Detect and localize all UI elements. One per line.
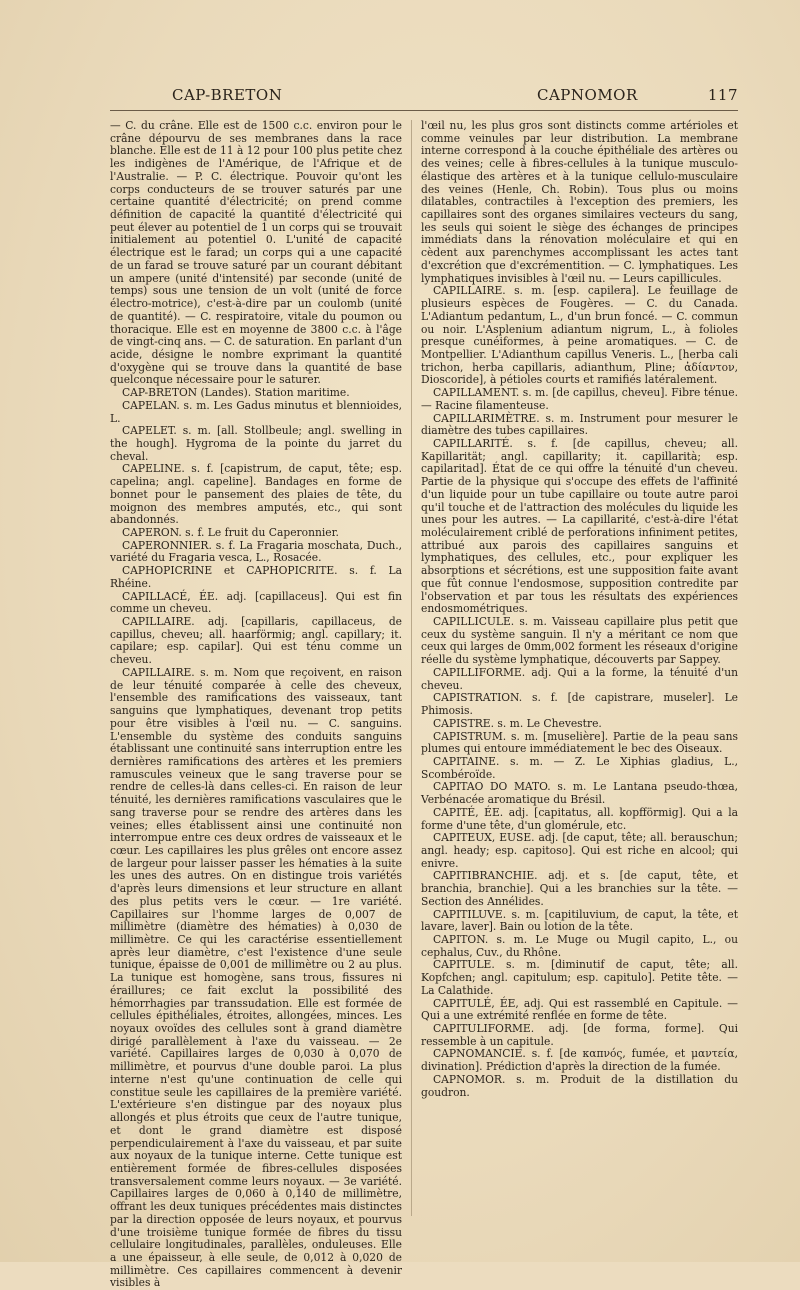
running-header: [110, 86, 738, 106]
entry-paragraph: CAPILLAIRE. adj. [capillaris, capillaceus, de capillus, cheveu; all. haarförmig; angl. capillary; it. capilare; esp. capilar]. Qui est ténu comme un cheveu.: [110, 615, 402, 667]
header-right-term: CAPNOMOR: [537, 86, 638, 104]
entry-paragraph: CAPILLICULE. s. m. Vaisseau capillaire plus petit que ceux du système sanguin. Il n'y a méritant ce nom que ceux qui larges de 0mm,002 forment les réseaux d'origine réelle du système lymphatique, découverts par Sappey.: [421, 615, 738, 667]
entry-paragraph: — C. du crâne. Elle est de 1500 c.c. environ pour le crâne dépourvu de ses membranes dans la race blanche. Elle est de 11 à 12 pour 100 plus petite chez les indigènes de l'Amérique, de l'Afrique et de l'Australie. — P. C. électrique. Pouvoir qu'ont les corps conducteurs de se trouver saturés par une certaine quantité d'électricité; on prend comme définition de capacité la quantité d'électricité qui peut élever au potentiel de 1 un corps qui se trouvait initialement au potentiel 0. L'unité de capacité électrique est le farad; un corps qui a une capacité de un farad se trouve saturé par un courant débitant un ampere (unité d'intensité) par seconde (unité de temps) sous une tension de un volt (unité de force électro-motrice), c'est-à-dire par un coulomb (unité de quantité). — C. respiratoire, vitale du poumon ou thoracique. Elle est en moyenne de 3800 c.c. à l'âge de vingt-cinq ans. — C. de saturation. En parlant d'un acide, désigne le nombre exprimant la quantité d'oxygène qui se trouve dans la quantité de base quelconque nécessaire pour le saturer.: [110, 119, 402, 387]
entry-paragraph: CAPHOPICRINE et CAPHOPICRITE. s. f. La Rhéine.: [110, 564, 402, 590]
column-divider: [411, 120, 412, 1216]
entry-paragraph: CAPILLACÉ, ÉE. adj. [capillaceus]. Qui est fin comme un cheveu.: [110, 589, 402, 616]
entry-paragraph: CAPILLIFORME. adj. Qui a la forme, la ténuité d'un cheveu.: [421, 665, 738, 692]
entry-paragraph: CAPITEUX, EUSE. adj. [de caput, tête; all. berauschun; angl. heady; esp. capitoso]. Qui est riche en alcool; qui enivre.: [421, 831, 738, 870]
entry-paragraph: CAPILLARIMÈTRE. s. m. Instrument pour mesurer le diamètre des tubes capillaires.: [421, 411, 738, 438]
entry-paragraph: CAPILLAIRE. s. m. [esp. capilera]. Le feuillage de plusieurs espèces de Fougères. — C. du Canada. L'Adiantum pedantum, L., d'un brun foncé. — C. commun ou noir. L'Asplenium adiantum nigrum, L., à folioles presque cunéiformes, à peine aromatiques. — C. de Montpellier. L'Adianthum capillus Veneris. L., [herba cali trichon, herba capillaris, adianthum, Pline; ἀδίαντον, Dioscoride], à pétioles courts et ramifiés latéralement.: [421, 284, 738, 387]
entry-paragraph: CAP-BRETON (Landes). Station maritime.: [122, 386, 350, 400]
entry-paragraph: CAPELAN. s. m. Les Gadus minutus et blennioides, L.: [110, 398, 402, 425]
entry-paragraph: CAPITULIFORME. adj. [de forma, forme]. Qui ressemble à un capitule.: [421, 1022, 738, 1048]
entry-paragraph: CAPILLAMENT. s. m. [de capillus, cheveu]. Fibre ténue. — Racine filamenteuse.: [421, 386, 738, 412]
entry-paragraph: CAPITAO DO MATO. s. m. Le Lantana pseudo-thœa, Verbénacée aromatique du Brésil.: [421, 780, 738, 807]
entry-paragraph: l'œil nu, les plus gros sont distincts comme artérioles et comme veinules par leur distribution. La membrane interne correspond à la couche épithéliale des artères ou des veines; celle à fibres-cellules à la tunique musculo-élastique des artères et à la tunique cellulo-musculaire des veines (Henle, Ch. Robin). Tous plus ou moins dilatables, contractiles à l'exception des premiers, les capillaires sont des organes similaires vecteurs du sang, les seuls qui soient le siège des échanges de principes immédiats dans la rénovation moléculaire et qui en cèdent aux parenchymes accomplissant les actes tant d'excrétion que d'excrémentition. — C. lymphatiques. Les lymphatiques invisibles à l'œil nu. — Leurs capillicules.: [421, 119, 738, 285]
entry-paragraph: CAPITULE. s. m. [diminutif de caput, tête; all. Kopfchen; angl. capitulum; esp. capitulo]. Petite tête. — La Calathide.: [421, 958, 738, 997]
right-column: [421, 120, 738, 1216]
header-rule: [110, 110, 738, 111]
entry-paragraph: CAPITULÉ, ÉE, adj. Qui est rassemblé en Capitule. — Qui a une extrémité renflée en forme de tête.: [421, 996, 738, 1023]
entry-paragraph: CAPITIBRANCHIE. adj. et s. [de caput, tête, et branchia, branchie]. Qui a les branchies sur la tête. — Section des Annélides.: [421, 869, 738, 908]
entry-paragraph: CAPILLARITÉ. s. f. [de capillus, cheveu; all. Kapillarität; angl. capillarity; it. capillarità; esp. capilaritad]. État de ce qui offre la ténuité d'un cheveu. Partie de la physique qui s'occupe des effets de l'affinité d'un liquide pour un tube capillaire ou toute autre paroi qu'il touche et de l'attraction des molécules du liquide les unes pour les autres. — La capillarité, c'est-à-dire l'état moléculairement criblé de perforations infiniment petites, attribué aux parois des capillaires sanguins et lymphatiques, des cellules, etc., pour expliquer les absorptions et sécrétions, est une supposition faite avant que fût connue l'endosmose, supposition contredite par l'observation et par tous les résultats des expériences endosmométriques.: [421, 436, 738, 616]
entry-paragraph: CAPITÉ, ÉE. adj. [capitatus, all. kopfförmig]. Qui a la forme d'une tête, d'un glomérule, etc.: [421, 805, 738, 832]
header-left-term: CAP-BRETON: [172, 86, 283, 104]
entry-paragraph: CAPERONNIER. s. f. La Fragaria moschata, Duch., variété du Fragaria vesca, L., Rosacée.: [110, 538, 402, 565]
entry-paragraph: CAPISTRE. s. m. Le Chevestre.: [433, 716, 602, 730]
entry-paragraph: CAPNOMANCIE. s. f. [de καπνός, fumée, et μαντεία, divination]. Prédiction d'après la direction de la fumée.: [421, 1047, 738, 1074]
entry-paragraph: CAPNOMOR. s. m. Produit de la distillation du goudron.: [421, 1072, 738, 1099]
entry-paragraph: CAPERON. s. f. Le fruit du Caperonnier.: [122, 526, 339, 539]
entry-paragraph: CAPITON. s. m. Le Muge ou Mugil capito, L., ou cephalus, Cuv., du Rhône.: [421, 933, 738, 959]
entry-paragraph: CAPILLAIRE. s. m. Nom que reçoivent, en raison de leur ténuité comparée à celle des cheveux, l'ensemble des ramifications des vaisseaux, tant sanguins que lymphatiques, devenant trop petits pour être visibles à l'œil nu. — C. sanguins. L'ensemble du système des conduits sanguins établissant une continuité sans interruption entre les dernières ramifications des artères et les premiers ramuscules veineux que le sang traverse pour se rendre de celles-là dans celles-ci. En raison de leur ténuité, les dernières ramifications vasculaires que le sang traverse pour se rendre des artères dans les veines; elles établissent ainsi une continuité non interrompue entre ces deux ordres de vaisseaux et le cœur. Les capillaires les plus grêles ont encore assez de largeur pour laisser passer les hématies à la suite les unes des autres. On en distingue trois variétés d'après leurs dimensions et leur structure en allant des plus petits vers le cœur. — 1re variété. Capillaires sur l'homme larges de 0,007 de millimètre (diamètre des hématies) à 0,030 de millimètre. Ce qui les caractérise essentiellement après leur diamètre, c'est l'existence d'une seule tunique, épaisse de 0,001 de millimètre ou 2 au plus. La tunique est homogène, sans trous, fissures ni éraillures; ce fait exclut la possibilité des hémorrhagies par transsudation. Elle est formée de cellules épithéliales, étroites, allongées, minces. Les noyaux ovoïdes des cellules sont à grand diamètre dirigé parallèlement à l'axe du vaisseau. — 2e variété. Capillaires larges de 0,030 à 0,070 de millimètre, et pourvus d'une double paroi. La plus interne n'est qu'une continuation de celle qui constitue seule les capillaires de la première variété. L'extérieure s'en distingue par des noyaux plus allongés et plus étroits que ceux de l'autre tunique, et dont le grand diamètre est disposé perpendiculairement à l'axe du vaisseau, et par suite aux noyaux de la tunique interne. Cette tunique est entièrement formée de fibres-cellules disposées transversalement comme leurs noyaux. — 3e variété. Capillaires larges de 0,060 à 0,140 de millimètre, offrant les deux tuniques précédentes mais distinctes par la direction opposée de leurs noyaux, et pourvus d'une troisième tunique formée de fibres du tissu cellulaire longitudinales, parallèles, onduleuses. Elle a une épaisseur, à elle seule, de 0,012 à 0,020 de millimètre. Ces capillaires commencent à devenir visibles à: [110, 665, 402, 1290]
entry-paragraph: CAPISTRATION. s. f. [de capistrare, museler]. Le Phimosis.: [421, 691, 738, 718]
entry-paragraph: CAPELET. s. m. [all. Stollbeule; angl. swelling in the hough]. Hygroma de la pointe du jarret du cheval.: [110, 424, 402, 463]
entry-paragraph: CAPELINE. s. f. [capistrum, de caput, tête; esp. capelina; angl. capeline]. Bandages en forme de bonnet pour le pansement des plaies de tête, du moignon des membres amputés, etc., qui sont abandonnés.: [110, 462, 402, 527]
entry-paragraph: CAPITILUVE. s. m. [capitiluvium, de caput, la tête, et lavare, laver]. Bain ou lotion de la tête.: [421, 907, 738, 934]
entry-paragraph: CAPITAINE. s. m. — Z. Le Xiphias gladius, L., Scombéroïde.: [421, 754, 738, 781]
left-column: [110, 119, 402, 1290]
page-number: 117: [707, 86, 738, 104]
entry-paragraph: CAPISTRUM. s. m. [muselière]. Partie de la peau sans plumes qui entoure immédiatement le bec des Oiseaux.: [421, 729, 738, 756]
